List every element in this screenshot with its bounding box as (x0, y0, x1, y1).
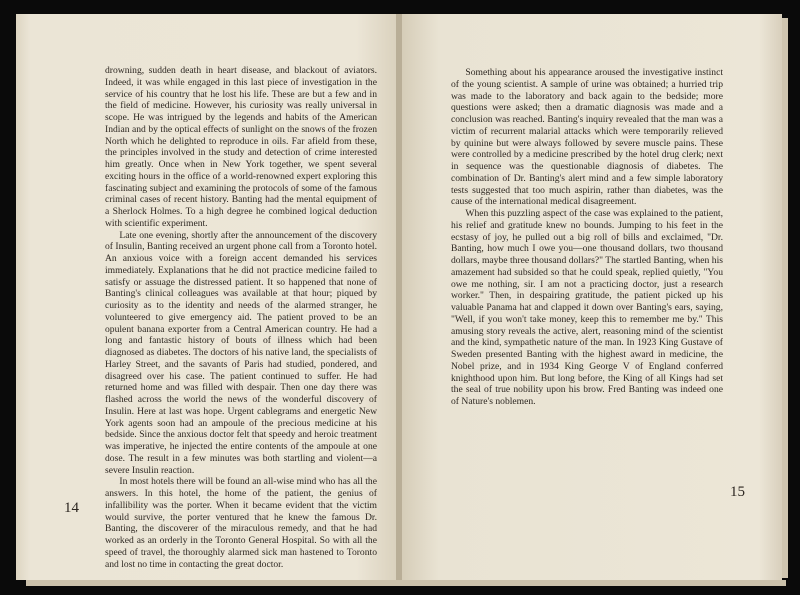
paragraph: drowning, sudden death in heart disease, and blackout of aviators. Indeed, it was while engaged in this last piece of investigation in the service of his country that he lost his life. These are but a few and in the field of medicine. However, his curiosity was really universal in scope. He was intrigued by the legends and habits of the American Indian and by the optical effects of sunlight on the snows of the frozen North which he delighted to reproduce in oils. Far afield from these, the principles involved in the study and detection of crime interested him greatly. Once when in New York together, we spent several exciting hours in the office of a world-renowned expert exploring this fascinating subject and examining the protocols of some of the famous criminal cases of recent history. Banting had the mental equipment of a Sherlock Holmes. To a high degree he combined logical deduction with scientific experiment. (105, 65, 377, 229)
paragraph: Late one evening, shortly after the announcement of the discovery of Insulin, Banting received an urgent phone call from a Toronto hotel. An anxious voice with a foreign accent demanded his services immediately. Explanations that he did not practice medicine failed to satisfy or assuage the distressed patient. It so happened that none of Banting's clinical colleagues was available at that hour; piqued by curiosity as to the identity and needs of the alarmed stranger, he volunteered to give emergency aid. The patient proved to be an opulent banana exporter from a Central American country. He had a long and fantastic history of bouts of illness which had been diagnosed as diabetes. The doctors of his native land, the specialists of Harley Street, and the savants of Paris had studied, pondered, and disagreed over his case. The patient continued to suffer. He had returned home and was filled with despair. Then one day there was flashed across the world the news of the wonderful discovery of Insulin. Here at last was hope. Urgent cablegrams and energetic New York agents soon had an ampoule of the precious medicine at his bedside. Since the anxious doctor felt that speedy and heroic treatment was imperative, he injected the entire contents of the ampoule at one dose. The result in a few minutes was both startling and violent—a severe Insulin reaction. (105, 229, 377, 476)
left-page-text (105, 65, 377, 570)
right-page (399, 14, 782, 580)
page-edge-bottom (26, 580, 786, 586)
page-number: 14 (64, 500, 79, 516)
paragraph: When this puzzling aspect of the case was explained to the patient, his relief and gratitude knew no bounds. Jumping to his feet in the ecstasy of joy, he pulled out a big roll of bills and exclaimed, "Dr. Banting, how much I owe you—one thousand dollars, two thousand dollars, maybe three thousand dollars?" The startled Banting, when his amazement had subsided so that he could speak, replied quietly, "You owe me nothing, sir. I am not a practicing doctor, just a research worker." Then, in despairing gratitude, the patient picked up his valuable Panama hat and clapped it down over Banting's ears, saying, "Well, if you won't take money, keep this to remember me by." This amusing story reveals the active, alert, reasoning mind of the scientist and the kind, sympathetic nature of the man. In 1923 King Gustave of Sweden presented Banting with the highest award in medicine, the Nobel prize, and in 1934 King George V of England conferred knighthood upon him. But long before, the King of all Kings had set the seal of true nobility upon his brow. Fred Banting was indeed one of Nature's noblemen. (451, 208, 723, 407)
page-number: 15 (730, 484, 745, 500)
book-gutter (396, 14, 402, 580)
right-page-text (451, 67, 723, 408)
paragraph: In most hotels there will be found an all-wise mind who has all the answers. In this hotel, the home of the patient, the genius of infallibility was the porter. When it became evident that the victim would survive, the porter ventured that he knew the famous Dr. Banting, the discoverer of the miraculous remedy, and that he had worked as an orderly in the Toronto General Hospital. So with all the speed of travel, the thoroughly alarmed sick man hastened to Toronto and lost no time in contacting the great doctor. (105, 476, 377, 570)
open-book (16, 14, 782, 580)
left-page (16, 14, 399, 580)
paragraph: Something about his appearance aroused the investigative instinct of the young scientist. A sample of urine was obtained; a hurried trip was made to the laboratory and back again to the bedside; more questions were asked; then a dramatic diagnosis was made and a conclusion was reached. Banting's inquiry revealed that the man was a victim of recurrent malarial attacks which were temporarily relieved by quinine but were always followed by severe muscle pains. These were controlled by a medicine prescribed by the hotel drug clerk; next in sequence was the questionable diagnosis of diabetes. The combination of Dr. Banting's alert mind and a few simple laboratory tests suggested that too much aspirin, rather than diabetes, was the cause of the international medical disagreement. (451, 67, 723, 208)
